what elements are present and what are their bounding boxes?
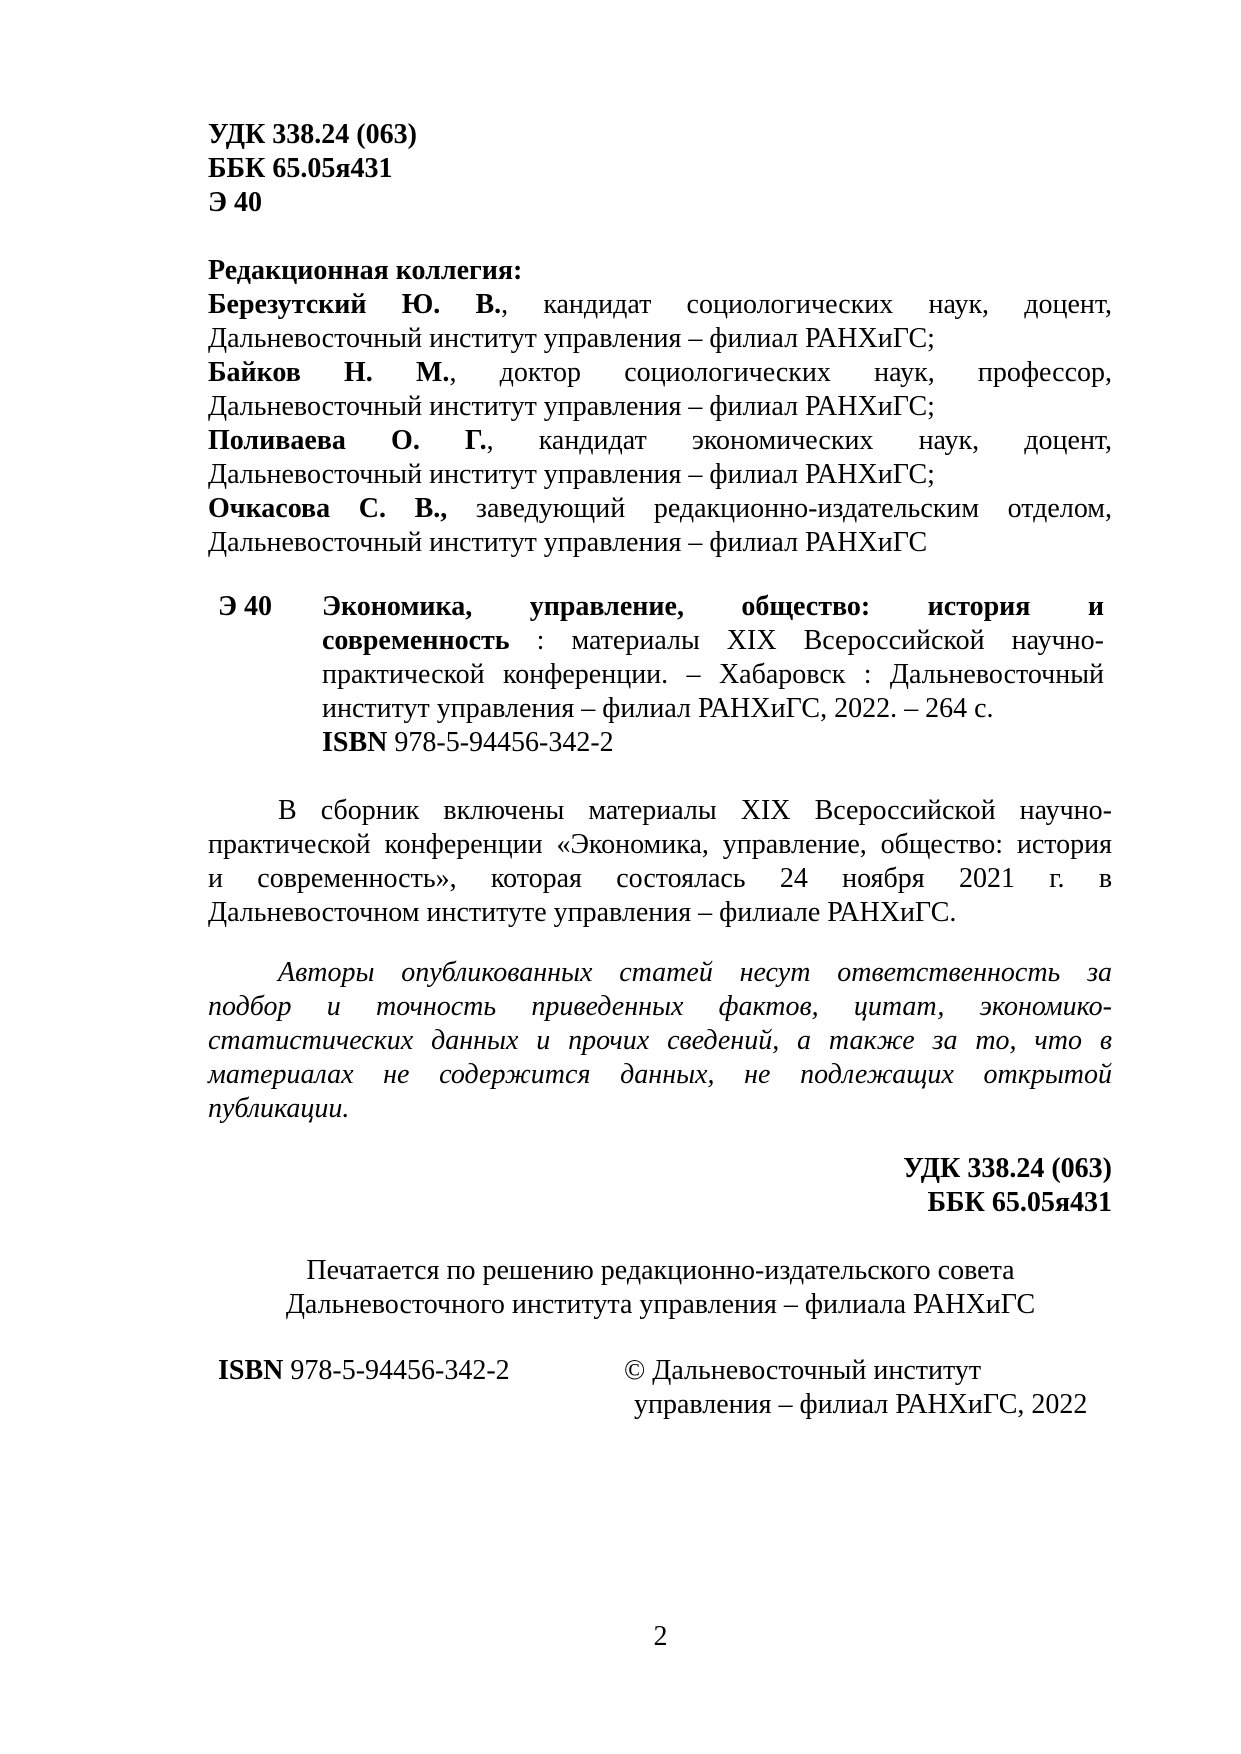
- isbn-label: ISBN: [322, 727, 388, 758]
- editor-word: наук,: [874, 357, 935, 388]
- editor-line: [208, 492, 1112, 526]
- page-number: 2: [653, 1621, 668, 1652]
- editor-affiliation: Дальневосточный институт управления – филиал РАНХиГС: [208, 527, 928, 558]
- bbk-code-right: ББК 65.05я431: [927, 1187, 1112, 1218]
- isbn-value: 978-5-94456-342-2: [283, 1355, 510, 1386]
- editor-line: [208, 288, 1112, 322]
- annotation-line: практической конференции «Экономика, управление, общество: история: [208, 829, 1112, 860]
- bbk-code: ББК 65.05я431: [208, 153, 393, 184]
- catalog-title-line: [322, 624, 1104, 658]
- editor-affiliation: Дальневосточный институт управления – филиал РАНХиГС;: [208, 391, 935, 422]
- editor-position: заведующий редакционно-издательским отделом,: [475, 493, 1113, 524]
- author-sign: Э 40: [208, 187, 262, 218]
- editor-name: Очкасова С. В.,: [208, 493, 448, 524]
- catalog-title-rest: : материалы XIX Всероссийской научно-: [509, 625, 1104, 656]
- annotation-line: В сборник включены материалы XIX Всероссийской научно-: [278, 795, 1112, 826]
- catalog-isbn: [322, 726, 1104, 760]
- annotation-word: и: [208, 863, 223, 894]
- disclaimer-line: Авторы опубликованных статей несут ответственность за: [278, 957, 1112, 988]
- editor-word: доцент,: [1024, 425, 1113, 456]
- editor-line: [208, 356, 1112, 390]
- annotation-line: [208, 862, 1112, 896]
- catalog-title-bold: современность: [322, 625, 510, 656]
- editor-word: кандидат: [538, 425, 647, 456]
- catalog-title-word: и: [1087, 591, 1104, 622]
- editor-name: Байков Н. М.: [208, 357, 450, 388]
- udk-code: УДК 338.24 (063): [208, 119, 417, 150]
- editor-affiliation: Дальневосточный институт управления – филиал РАНХиГС;: [208, 459, 935, 490]
- printed-by-line: Дальневосточного института управления – филиала РАНХиГС: [285, 1289, 1036, 1320]
- editor-word: социологических: [686, 289, 894, 320]
- annotation-word: состоялась: [616, 863, 746, 894]
- editor-sep: ,: [486, 425, 494, 456]
- editor-word: социологических: [624, 357, 831, 388]
- editor-affiliation: Дальневосточный институт управления – филиал РАНХиГС;: [208, 323, 935, 354]
- udk-code-right: УДК 338.24 (063): [903, 1153, 1112, 1184]
- disclaimer-line: статистических данных и прочих сведений, а также за то, что в: [208, 1025, 1112, 1056]
- disclaimer-line: подбор и точность приведенных фактов, цитат, экономико-: [208, 991, 1112, 1022]
- copyright-line: управления – филиал РАНХиГС, 2022: [634, 1389, 1088, 1420]
- annotation-word: 24: [779, 863, 808, 894]
- editor-word: наук,: [918, 425, 980, 456]
- disclaimer-line: материалах не содержится данных, не подлежащих открытой: [208, 1059, 1112, 1090]
- editor-sep: ,: [449, 357, 457, 388]
- catalog-line: институт управления – филиал РАНХиГС, 2022. – 264 с.: [322, 693, 994, 724]
- editor-name: Березутский Ю. В.: [208, 289, 502, 320]
- annotation-line: Дальневосточном институте управления – филиале РАНХиГС.: [208, 897, 957, 928]
- annotation-word: ноября: [842, 863, 925, 894]
- annotation-word: 2021: [958, 863, 1015, 894]
- editor-line: [208, 424, 1112, 458]
- annotation-word: современность»,: [257, 863, 457, 894]
- annotation-word: которая: [490, 863, 582, 894]
- catalog-title-word: Экономика,: [322, 591, 473, 622]
- disclaimer-line: публикации.: [208, 1093, 350, 1124]
- editor-word: кандидат: [543, 289, 652, 320]
- editor-name: Поливаева О. Г.: [208, 425, 487, 456]
- isbn-footer: [218, 1354, 510, 1388]
- editor-word: доктор: [499, 357, 581, 388]
- catalog-title-word: общество:: [741, 591, 871, 622]
- editor-word: экономических: [691, 425, 874, 456]
- copyright-line: © Дальневосточный институт: [624, 1355, 982, 1386]
- catalog-title-line: [322, 590, 1104, 624]
- annotation-word: в: [1098, 863, 1113, 894]
- catalog-title-word: управление,: [529, 591, 684, 622]
- annotation-word: г.: [1049, 863, 1065, 894]
- isbn-value: 978-5-94456-342-2: [387, 727, 614, 758]
- catalog-index: Э 40: [218, 591, 272, 622]
- editor-word: доцент,: [1024, 289, 1113, 320]
- editor-sep: ,: [501, 289, 509, 320]
- isbn-label: ISBN: [218, 1355, 284, 1386]
- catalog-title-word: история: [927, 591, 1031, 622]
- catalog-line: практической конференции. – Хабаровск : Дальневосточный: [322, 659, 1104, 690]
- editorial-board-title: Редакционная коллегия:: [208, 255, 523, 286]
- editor-word: профессор,: [977, 357, 1113, 388]
- editor-word: наук,: [928, 289, 990, 320]
- printed-by-line: Печатается по решению редакционно-издательского совета: [306, 1255, 1015, 1286]
